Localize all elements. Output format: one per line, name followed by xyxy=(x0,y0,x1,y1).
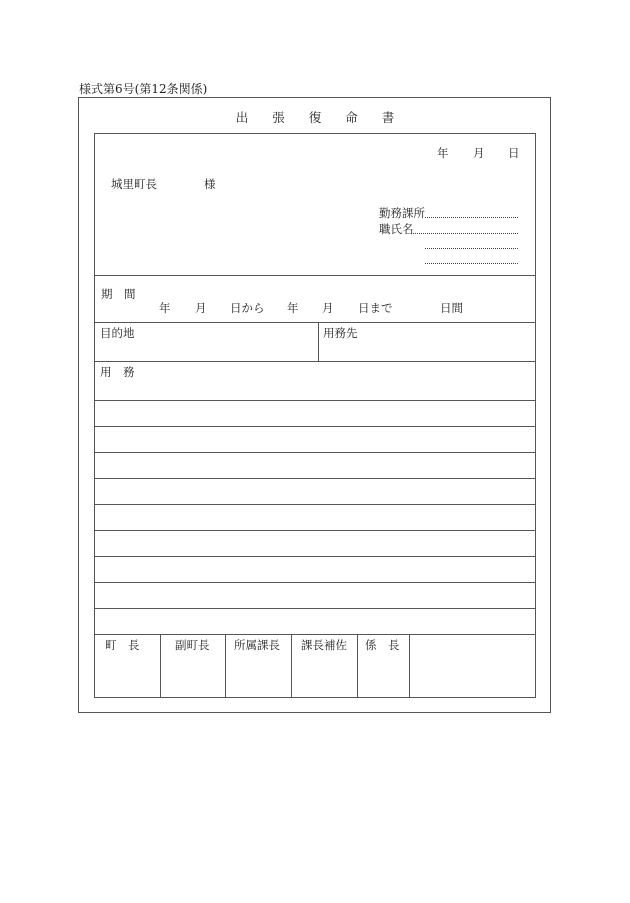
blank-line xyxy=(94,478,536,479)
title-char: 張 xyxy=(272,110,285,125)
period-from-year: 年 xyxy=(159,301,171,315)
business-label: 用 務 xyxy=(100,365,135,379)
form-title xyxy=(0,108,630,126)
form-number: 様式第6号(第12条関係) xyxy=(79,82,208,96)
blank-line xyxy=(94,530,536,531)
date-year: 年 xyxy=(437,146,449,160)
staff-name-label: 職氏名 xyxy=(379,222,414,236)
approval-deputy-mayor: 副町長 xyxy=(175,638,210,652)
period-to-year: 年 xyxy=(287,301,299,315)
title-char: 命 xyxy=(345,110,358,125)
approval-column-divider xyxy=(357,634,358,697)
approval-column-divider xyxy=(409,634,410,697)
period-from-day: 日から xyxy=(230,301,265,315)
date-day: 日 xyxy=(508,146,520,160)
period-days: 日間 xyxy=(440,301,463,315)
approval-column-divider xyxy=(291,634,292,697)
department-label: 勤務課所 xyxy=(379,206,425,220)
blank-line xyxy=(94,400,536,401)
department-dotted-line[interactable] xyxy=(425,217,518,218)
period-label: 期 間 xyxy=(101,287,136,301)
blank-line xyxy=(94,556,536,557)
extra-dotted-line[interactable] xyxy=(425,263,518,264)
extra-dotted-line[interactable] xyxy=(425,248,518,249)
destination-label: 目的地 xyxy=(100,326,135,340)
title-char: 書 xyxy=(381,110,395,125)
blank-line xyxy=(94,608,536,609)
column-divider xyxy=(318,322,319,361)
title-char: 復 xyxy=(308,110,322,125)
title-char: 出 xyxy=(235,110,249,125)
blank-line xyxy=(94,452,536,453)
row-divider xyxy=(94,275,536,276)
row-divider xyxy=(94,361,536,362)
approval-column-divider xyxy=(160,634,161,697)
blank-line xyxy=(94,426,536,427)
approval-subsection-chief: 係 長 xyxy=(365,638,400,652)
period-to-day: 日まで xyxy=(358,301,393,315)
blank-line xyxy=(94,504,536,505)
business-place-label: 用務先 xyxy=(323,326,358,340)
addressee-honorific: 様 xyxy=(204,177,216,191)
period-to-month: 月 xyxy=(322,301,334,315)
approval-assistant-chief: 課長補佐 xyxy=(301,638,347,652)
approval-section-chief: 所属課長 xyxy=(234,638,280,652)
date-month: 月 xyxy=(473,146,485,160)
staff-name-dotted-line[interactable] xyxy=(413,233,518,234)
approval-mayor: 町 長 xyxy=(105,638,140,652)
period-from-month: 月 xyxy=(195,301,207,315)
addressee-name: 城里町長 xyxy=(111,177,157,191)
row-divider xyxy=(94,322,536,323)
approval-column-divider xyxy=(225,634,226,697)
blank-line xyxy=(94,582,536,583)
